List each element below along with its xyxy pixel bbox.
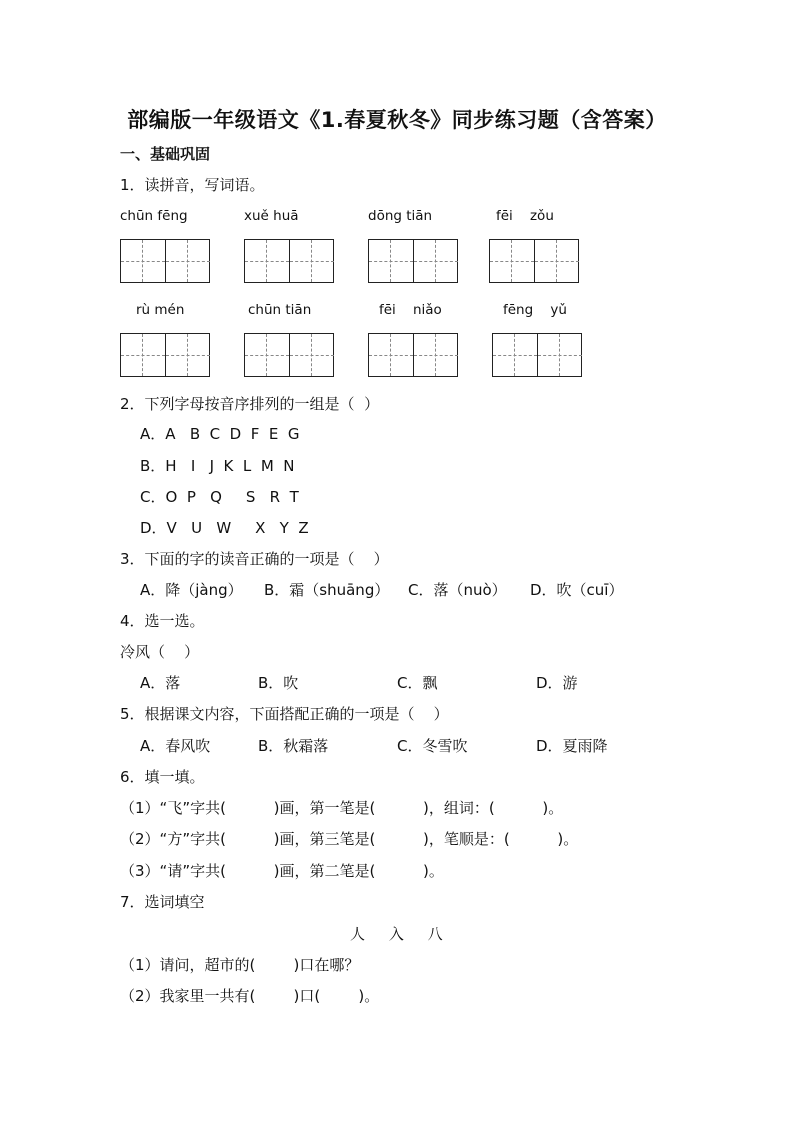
- writing-grid[interactable]: [120, 333, 210, 377]
- option-d[interactable]: D．夏雨降: [536, 737, 608, 755]
- option-b[interactable]: B．吹: [258, 674, 299, 692]
- writing-grid[interactable]: [368, 239, 458, 283]
- pinyin-label: chūn fēng: [120, 208, 188, 224]
- question-4: 4．选一选。: [120, 612, 205, 630]
- question-6: 6．填一填。: [120, 768, 205, 786]
- writing-grid[interactable]: [368, 333, 458, 377]
- writing-grid[interactable]: [489, 239, 579, 283]
- option-b[interactable]: B．秋霜落: [258, 737, 329, 755]
- pinyin-label: fēi niǎo: [379, 302, 442, 318]
- pinyin-label: dōng tiān: [368, 208, 433, 224]
- option-a[interactable]: A．A B C D F E G: [140, 425, 300, 443]
- option-b[interactable]: B．霜（shuāng）: [264, 581, 390, 599]
- section-heading: 一、基础巩固: [120, 145, 211, 163]
- pinyin-label: chūn tiān: [248, 302, 312, 318]
- pinyin-label: xuě huā: [244, 208, 299, 224]
- option-a[interactable]: A．降（jàng）: [140, 581, 243, 599]
- writing-grid[interactable]: [492, 333, 582, 377]
- question-2: 2．下列字母按音序排列的一组是（ ）: [120, 395, 380, 413]
- word-choices: 人 入 八: [350, 925, 443, 943]
- option-d[interactable]: D．游: [536, 674, 578, 692]
- fill-blank-line[interactable]: （2）“方”字共( )画，第三笔是( )，笔顺是：( )。: [120, 830, 579, 848]
- question-3: 3．下面的字的读音正确的一项是（ ）: [120, 550, 389, 568]
- question-5: 5．根据课文内容，下面搭配正确的一项是（ ）: [120, 705, 449, 723]
- fill-blank-line[interactable]: （1）“飞”字共( )画，第一笔是( )，组词：( )。: [120, 799, 564, 817]
- option-d[interactable]: D．吹（cuī）: [530, 581, 624, 599]
- question-1: 1．读拼音，写词语。: [120, 176, 265, 194]
- option-d[interactable]: D．V U W X Y Z: [140, 519, 309, 537]
- option-b[interactable]: B．H I J K L M N: [140, 457, 295, 475]
- question-7: 7．选词填空: [120, 893, 205, 911]
- option-a[interactable]: A．落: [140, 674, 181, 692]
- option-a[interactable]: A．春风吹: [140, 737, 211, 755]
- writing-grid[interactable]: [120, 239, 210, 283]
- writing-grid[interactable]: [244, 333, 334, 377]
- pinyin-label: fēng yǔ: [503, 302, 567, 318]
- fill-blank-line[interactable]: （2）我家里一共有( )口( )。: [120, 987, 380, 1005]
- pinyin-label: rù mén: [136, 302, 185, 318]
- pinyin-label: fēi zǒu: [496, 208, 554, 224]
- writing-grid[interactable]: [244, 239, 334, 283]
- question-4-stem: 冷风（ ）: [120, 643, 200, 661]
- option-c[interactable]: C．O P Q S R T: [140, 488, 299, 506]
- option-c[interactable]: C．冬雪吹: [397, 737, 468, 755]
- option-c[interactable]: C．飘: [397, 674, 438, 692]
- option-c[interactable]: C．落（nuò）: [408, 581, 507, 599]
- page-title: 部编版一年级语文《1.春夏秋冬》同步练习题（含答案）: [127, 108, 667, 132]
- fill-blank-line[interactable]: （1）请问，超市的( )口在哪？: [120, 956, 360, 974]
- fill-blank-line[interactable]: （3）“请”字共( )画，第二笔是( )。: [120, 862, 444, 880]
